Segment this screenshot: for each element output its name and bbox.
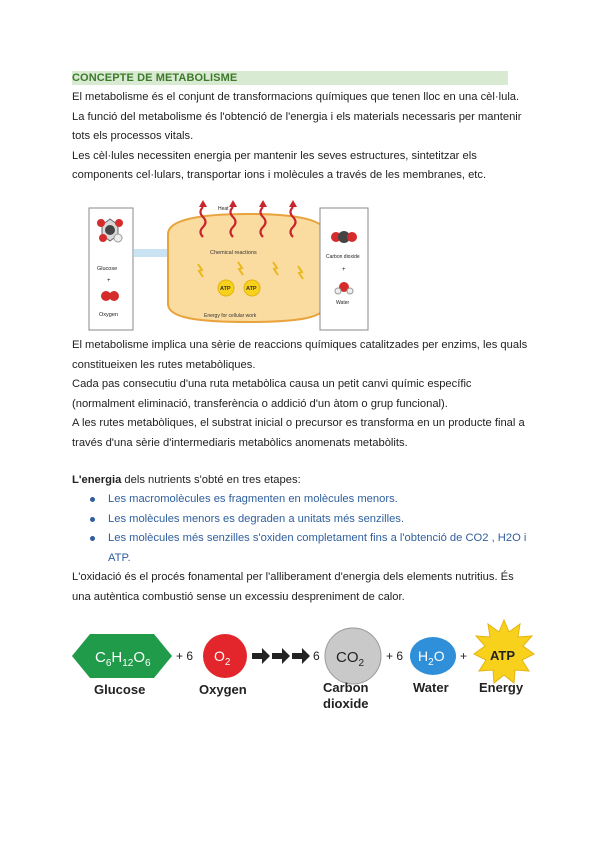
co2-circle xyxy=(325,628,381,684)
middle-paragraph xyxy=(72,336,532,453)
list-item: Les macromolècules es fragmenten en molècules menors. xyxy=(88,490,538,510)
carbon-dioxide-label: Carbon dioxide xyxy=(326,254,360,260)
middle-line: Cada pas consecutiu d'una ruta metabòlica causa un petit canvi químic específic xyxy=(72,378,472,390)
atp-icon-2 xyxy=(244,280,260,296)
svg-text:O2: $O_2$ xyxy=(214,648,231,668)
oxidation-line: L'oxidació és el procés fonamental per l'alliberament d'energia dels elements nutritius. És xyxy=(72,571,514,583)
bullet-icon xyxy=(90,497,95,502)
middle-line: El metabolisme implica una sèrie de reaccions químiques catalitzades per enzims, les quals xyxy=(72,339,528,351)
intro-line: tots els processos vitals. xyxy=(72,130,194,142)
bullet-icon xyxy=(90,536,95,541)
heat-label: Heat xyxy=(218,206,229,212)
atp-icon-1 xyxy=(218,280,234,296)
carbon-dioxide-molecule-icon xyxy=(331,231,357,243)
middle-line: través d'una sèrie d'intermediaris metabòlics anomenats metabòlits. xyxy=(72,436,408,449)
chemical-reactions-label: Chemical reactions xyxy=(210,250,257,256)
carbon-label: Carbon xyxy=(323,680,369,695)
plus-label: + xyxy=(107,278,111,284)
energy-intro-bold: L'energia xyxy=(72,474,122,486)
glucose-label: Glucose xyxy=(97,266,118,272)
list-item: Les molècules més senzilles s'oxiden completament fins a l'obtenció de CO2 , H2O i xyxy=(88,529,538,549)
oxygen-label: Oxygen xyxy=(199,682,247,697)
atp-burst-icon xyxy=(474,620,534,683)
plus-3: + xyxy=(460,649,468,663)
middle-line: A les rutes metabòliques, el substrat inicial o precursor es transforma en un producte final a xyxy=(72,417,525,429)
intro-line: Les cèl·lules necessiten energia per mantenir les seves estructures, sintetitzar els xyxy=(72,149,477,162)
plus-six-1: + 6 xyxy=(176,649,194,663)
svg-text:ATP: ATP xyxy=(220,286,231,292)
intro-line: La funció del metabolisme és l'obtenció de l'energia i els materials necessaris per mantenir xyxy=(72,110,522,123)
intro-paragraph xyxy=(72,88,532,186)
plus-six-2: + 6 xyxy=(386,649,404,663)
reaction-arrows xyxy=(252,648,310,664)
glucose-label: Glucose xyxy=(94,682,146,697)
water-oval xyxy=(410,637,456,675)
section-heading: CONCEPTE DE METABOLISME xyxy=(72,71,508,85)
energy-intro-rest: dels nutrients s'obté en tres etapes: xyxy=(121,474,301,486)
svg-text:ATP: ATP xyxy=(246,286,257,292)
svg-text:CO2: $CO_2$ xyxy=(336,649,365,669)
oxidation-paragraph xyxy=(72,568,532,607)
svg-text:H2O: $H_2O$ xyxy=(418,648,445,668)
energy-label: Energy xyxy=(479,680,524,695)
metabolism-diagram xyxy=(88,192,518,340)
list-item: Les molècules menors es degraden a unitats més senzilles. xyxy=(88,510,538,530)
plus-label: + xyxy=(342,267,346,273)
middle-line: constitueixen les rutes metabòliques. xyxy=(72,358,256,371)
svg-text:ATP: ATP xyxy=(490,648,516,663)
water-label: Water xyxy=(336,300,350,306)
svg-text:C6H12O6: $C_6H_{12}O_6$ xyxy=(95,649,151,669)
list-item-continued: ATP. xyxy=(108,551,131,564)
glucose-hexagon xyxy=(72,634,172,678)
cell-shape xyxy=(168,214,326,322)
intro-line: components cel·lulars, transportar ions i molècules a través de les membranes, etc. xyxy=(72,169,487,181)
heat-arrowheads xyxy=(199,200,297,207)
oxygen-circle xyxy=(203,634,247,678)
energy-intro xyxy=(72,471,532,491)
bullet-icon xyxy=(90,517,95,522)
respiration-equation xyxy=(68,618,538,718)
middle-line: (normalment eliminació, transferència o addició d'un àtom o grup funcional). xyxy=(72,397,448,410)
energy-stages-list xyxy=(88,490,538,568)
six-coefficient: 6 xyxy=(313,649,320,663)
oxygen-label: Oxygen xyxy=(99,312,118,318)
dioxide-label: dioxide xyxy=(323,696,369,711)
intro-line: El metabolisme és el conjunt de transformacions químiques que tenen lloc en una cèl·lula. xyxy=(72,91,520,103)
water-label: Water xyxy=(413,680,449,695)
energy-cellular-work-label: Energy for cellular work xyxy=(204,313,257,319)
oxidation-line: una autèntica combustió sense un excessiu despreniment de calor. xyxy=(72,590,405,603)
